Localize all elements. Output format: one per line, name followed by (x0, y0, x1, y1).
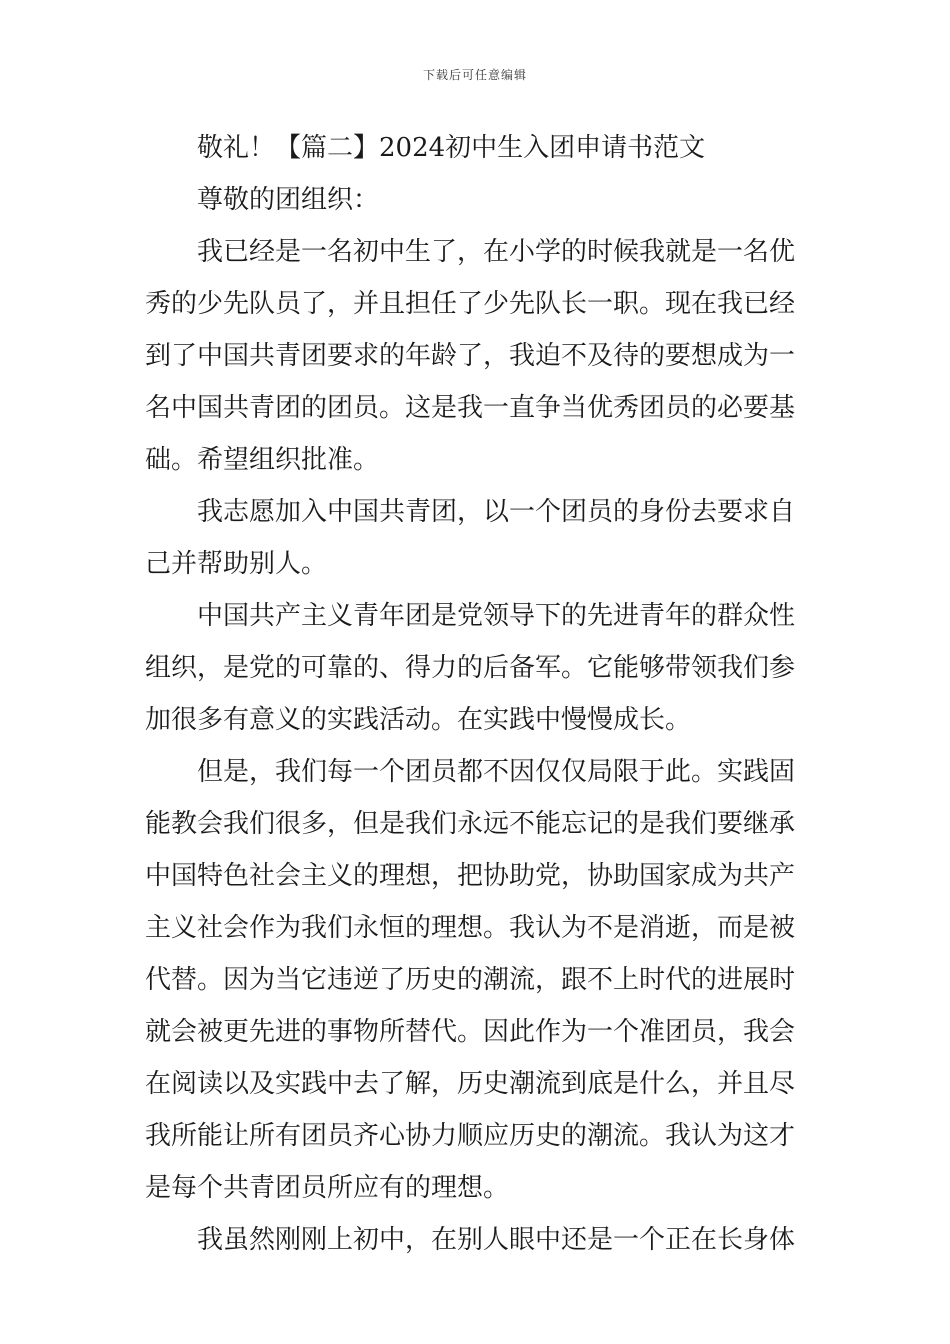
document-line: 敬礼！【篇二】2024初中生入团申请书范文 (197, 133, 706, 163)
document-line: 代替。因为当它违逆了历史的潮流，跟不上时代的进展时 (145, 965, 796, 995)
document-line: 到了中国共青团要求的年龄了，我迫不及待的要想成为一 (145, 341, 796, 371)
document-line: 我虽然刚刚上初中，在别人眼中还是一个正在长身体 (197, 1225, 796, 1255)
document-body (145, 122, 807, 1266)
document-line: 名中国共青团的团员。这是我一直争当优秀团员的必要基 (145, 393, 796, 423)
document-line: 就会被更先进的事物所替代。因此作为一个准团员，我会 (145, 1017, 796, 1047)
document-line: 础。希望组织批准。 (145, 445, 380, 475)
document-line: 我所能让所有团员齐心协力顺应历史的潮流。我认为这才 (145, 1121, 796, 1151)
document-line: 主义社会作为我们永恒的理想。我认为不是消逝，而是被 (145, 913, 796, 943)
document-line: 是每个共青团员所应有的理想。 (145, 1173, 510, 1203)
document-line: 我志愿加入中国共青团，以一个团员的身份去要求自 (197, 497, 796, 527)
document-line: 我已经是一名初中生了，在小学的时候我就是一名优 (197, 237, 796, 267)
header-note: 下载后可任意编辑 (422, 68, 527, 82)
document-line: 中国共产主义青年团是党领导下的先进青年的群众性 (197, 601, 796, 631)
document-line: 能教会我们很多，但是我们永远不能忘记的是我们要继承 (145, 809, 796, 839)
document-line: 组织，是党的可靠的、得力的后备军。它能够带领我们参 (145, 653, 796, 683)
document-line: 秀的少先队员了，并且担任了少先队长一职。现在我已经 (145, 289, 796, 319)
document-line: 但是，我们每一个团员都不因仅仅局限于此。实践固 (197, 757, 796, 787)
document-line: 在阅读以及实践中去了解，历史潮流到底是什么，并且尽 (145, 1069, 796, 1099)
document-line: 己并帮助别人。 (145, 549, 328, 579)
document-line: 中国特色社会主义的理想，把协助党，协助国家成为共产 (145, 861, 796, 891)
salutation-line: 尊敬的团组织： (197, 185, 380, 215)
document-line: 加很多有意义的实践活动。在实践中慢慢成长。 (145, 705, 692, 735)
